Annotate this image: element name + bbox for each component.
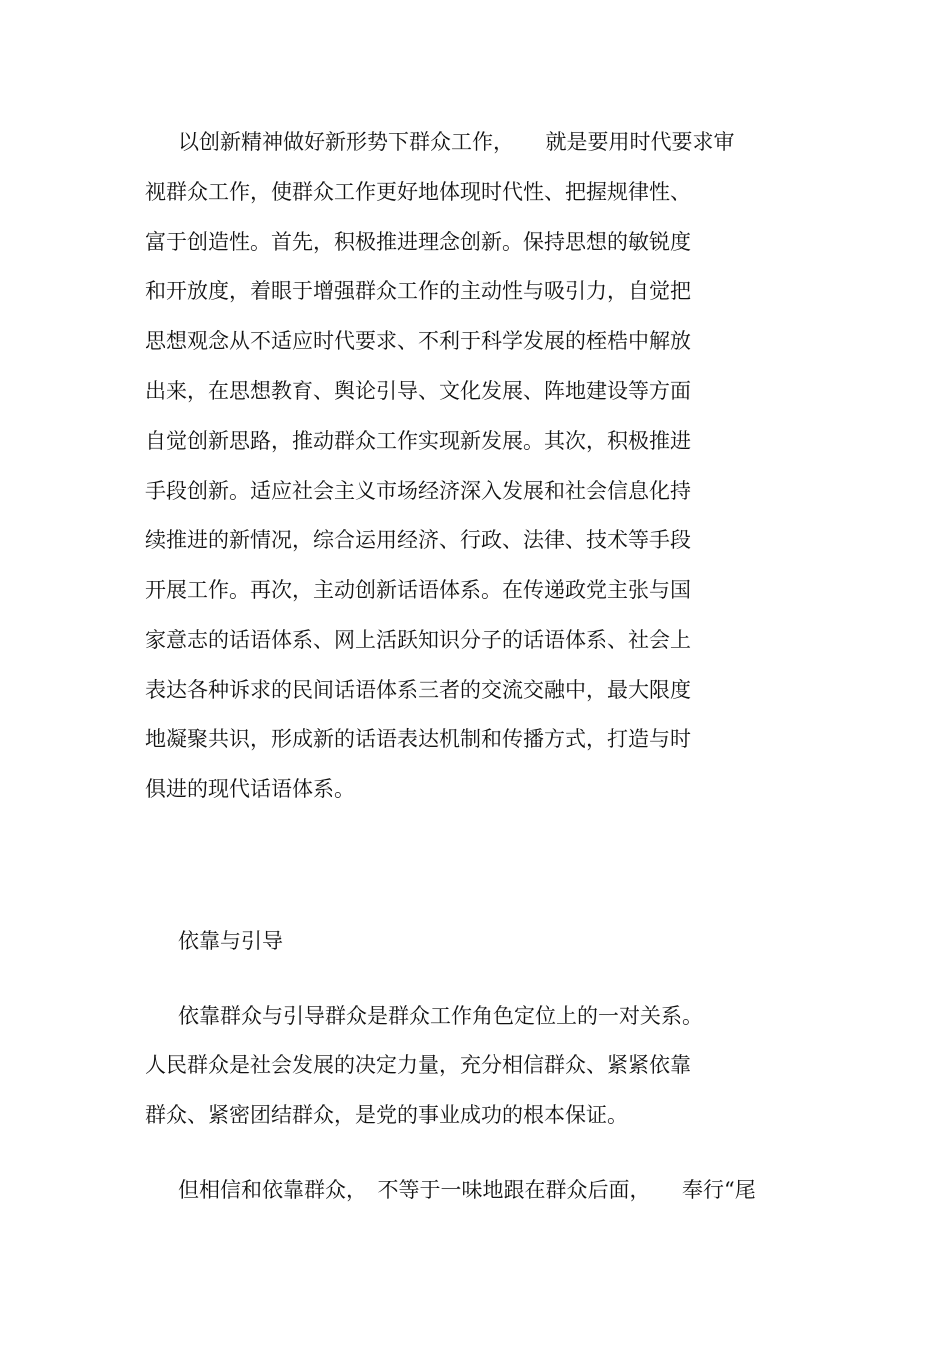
paragraph-line: 续推进的新情况，综合运用经济、行政、法律、技术等手段 [145,528,691,552]
paragraph-line: 视群众工作，使群众工作更好地体现时代性、把握规律性、 [145,180,691,204]
paragraph-line: 出来，在思想教育、舆论引导、文化发展、阵地建设等方面 [145,379,691,403]
paragraph-line: 思想观念从不适应时代要求、不利于科学发展的桎梏中解放 [145,329,691,353]
section-heading: 依靠与引导 [178,929,283,953]
paragraph-line: 和开放度，着眼于增强群众工作的主动性与吸引力，自觉把 [145,279,691,303]
paragraph-line: 以创新精神做好新形势下群众工作， 就是要用时代要求审 [178,130,735,154]
paragraph-line: 富于创造性。首先，积极推进理念创新。保持思想的敏锐度 [145,230,691,254]
paragraph-line: 自觉创新思路，推动群众工作实现新发展。其次，积极推进 [145,429,691,453]
paragraph-line: 手段创新。适应社会主义市场经济深入发展和社会信息化持 [145,479,691,503]
paragraph-line: 群众、紧密团结群众，是党的事业成功的根本保证。 [145,1103,628,1127]
paragraph-line: 俱进的现代话语体系。 [145,777,355,801]
paragraph-line: 地凝聚共识，形成新的话语表达机制和传播方式，打造与时 [145,727,691,751]
paragraph-line: 表达各种诉求的民间话语体系三者的交流交融中，最大限度 [145,678,691,702]
paragraph-line: 开展工作。再次，主动创新话语体系。在传递政党主张与国 [145,578,691,602]
paragraph-line: 人民群众是社会发展的决定力量，充分相信群众、紧紧依靠 [145,1053,691,1077]
paragraph-line: 依靠群众与引导群众是群众工作角色定位上的一对关系。 [178,1004,703,1028]
paragraph-line: 家意志的话语体系、网上活跃知识分子的话语体系、社会上 [145,628,691,652]
paragraph-line: 但相信和依靠群众， 不等于一味地跟在群众后面， 奉行“尾 [178,1178,756,1202]
